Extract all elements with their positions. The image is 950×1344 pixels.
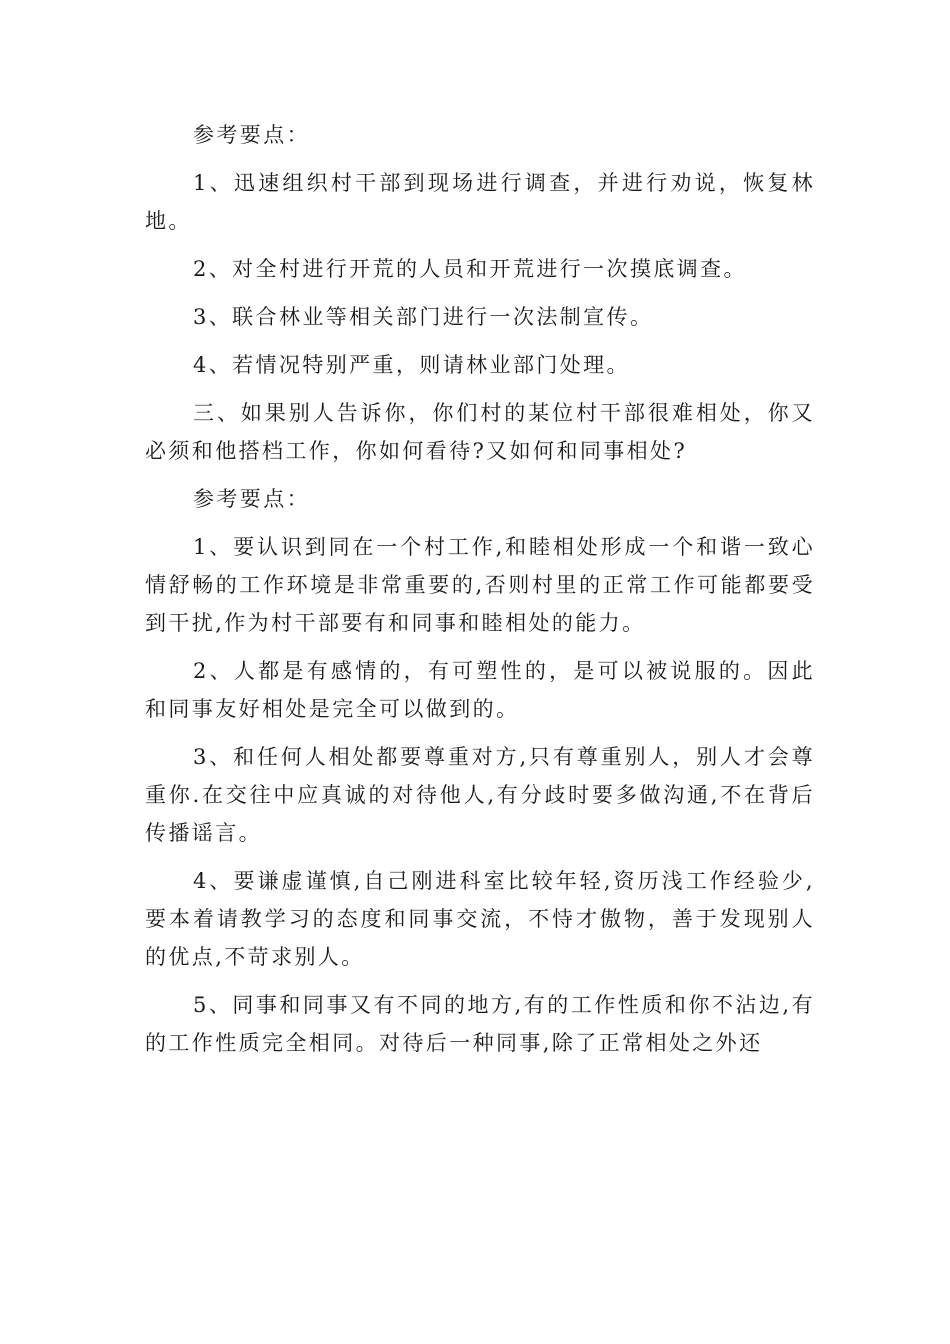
paragraph-answer-1: 1、要认识到同在一个村工作,和睦相处形成一个和谐一致心情舒畅的工作环境是非常重要的,否则村里的正常工作可能都要受到干扰,作为村干部要有和同事和睦相处的能力。 xyxy=(145,535,815,635)
paragraph-point-4: 4、若情况特别严重，则请林业部门处理。 xyxy=(193,353,630,377)
paragraph-point-2: 2、对全村进行开荒的人员和开荒进行一次摸底调查。 xyxy=(193,257,747,281)
paragraph-reference-points-1: 参考要点： xyxy=(193,123,310,147)
paragraph-question-3: 三、如果别人告诉你，你们村的某位村干部很难相处，你又必须和他搭档工作，你如何看待?又如何和同事相处? xyxy=(145,401,815,463)
paragraph-answer-3: 3、和任何人相处都要尊重对方,只有尊重别人，别人才会尊重你.在交往中应真诚的对待他人,有分歧时要多做沟通,不在背后传播谣言。 xyxy=(145,745,815,845)
paragraph-answer-4: 4、要谦虚谨慎,自己刚进科室比较年轻,资历浅工作经验少,要本着请教学习的态度和同事交流，不恃才傲物，善于发现别人的优点,不苛求别人。 xyxy=(145,869,815,969)
paragraph-answer-5: 5、同事和同事又有不同的地方,有的工作性质和你不沾边,有的工作性质完全相同。对待后一种同事,除了正常相处之外还 xyxy=(145,993,815,1055)
paragraph-point-1: 1、迅速组织村干部到现场进行调查，并进行劝说，恢复林地。 xyxy=(145,171,815,233)
paragraph-reference-points-2: 参考要点： xyxy=(193,487,310,511)
document-body xyxy=(145,116,815,1072)
paragraph-answer-2: 2、人都是有感情的，有可塑性的，是可以被说服的。因此和同事友好相处是完全可以做到的。 xyxy=(145,659,815,721)
paragraph-point-3: 3、联合林业等相关部门进行一次法制宣传。 xyxy=(193,305,654,329)
